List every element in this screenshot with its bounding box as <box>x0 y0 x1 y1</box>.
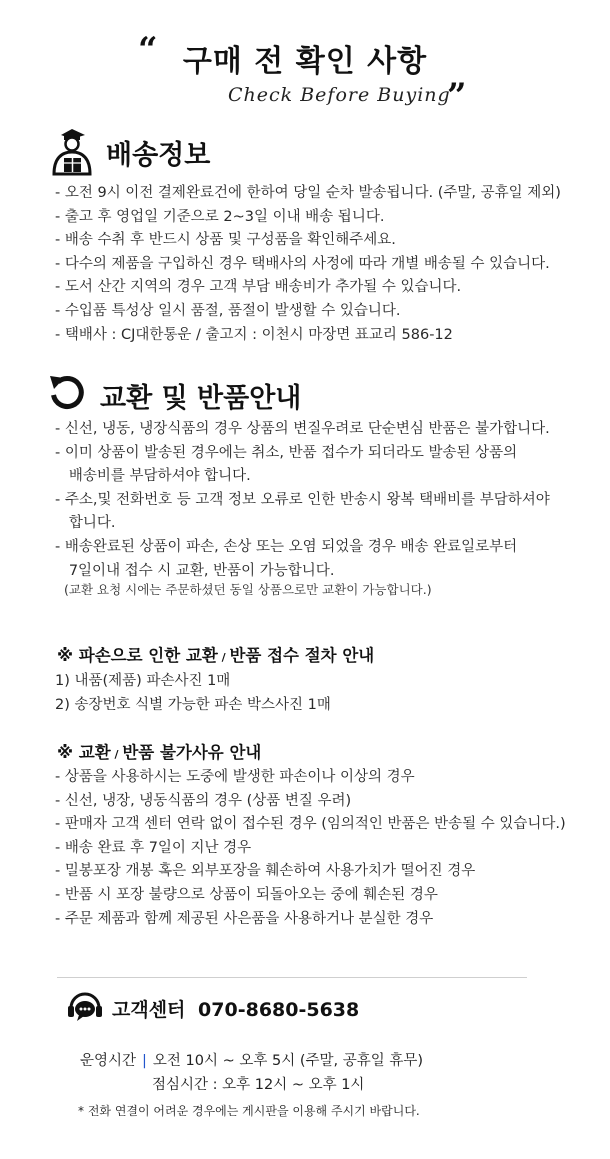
headset-chat-icon <box>66 988 104 1026</box>
exchange-note: (교환 요청 시에는 주문하셨던 동일 상품으로만 교환이 가능합니다.) <box>64 582 432 597</box>
hours-label: 운영시간 <box>80 1053 137 1069</box>
exchange-info-item: 7일이내 접수 시 교환, 반품이 가능합니다. <box>55 562 335 579</box>
page-subtitle: Check Before Buying <box>228 84 451 106</box>
divider <box>57 977 527 978</box>
nonreturn-reason-item: - 반품 시 포장 불량으로 상품이 되돌아오는 중에 훼손된 경우 <box>55 886 438 903</box>
shipping-info-list <box>55 182 561 347</box>
exchange-info-item: - 이미 상품이 발송된 경우에는 취소, 반품 접수가 되더라도 발송된 상품의 <box>55 444 518 461</box>
delivery-person-icon <box>47 125 97 177</box>
nonreturn-reason-item: - 신선, 냉장, 냉동식품의 경우 (상품 변질 우려) <box>55 792 352 809</box>
exchange-title: 교환 및 반품안내 <box>100 383 302 414</box>
damage-procedure-item: 1) 내품(제품) 파손사진 1매 <box>55 673 231 689</box>
operating-hours <box>80 1049 423 1070</box>
shipping-info-item: - 택배사 : CJ대한통운 / 출고지 : 이천시 마장면 표교리 586-12 <box>55 326 453 343</box>
shipping-info-item: - 배송 수취 후 반드시 상품 및 구성품을 확인해주세요. <box>55 232 396 249</box>
nonreturn-reason-item: - 배송 완료 후 7일이 지난 경우 <box>55 839 252 856</box>
exchange-info-item: 합니다. <box>55 515 116 532</box>
exchange-info-item: 배송비를 부담하셔야 합니다. <box>55 468 251 485</box>
shipping-info-item: - 도서 산간 지역의 경우 고객 부담 배송비가 추가될 수 있습니다. <box>55 279 462 296</box>
damage-procedure-item: 2) 송장번호 식별 가능한 파손 박스사진 1매 <box>55 696 331 713</box>
shipping-info-item: - 수입품 특성상 일시 품절, 품절이 발생할 수 있습니다. <box>55 302 401 319</box>
nonreturn-title: ※ 교환 / 반품 불가사유 안내 <box>57 743 262 762</box>
shipping-info-item: - 오전 9시 이전 결제완료건에 한하여 당일 순차 발송됩니다. (주말, 공휴일 제외) <box>55 185 561 201</box>
exchange-info-item: - 신선, 냉동, 냉장식품의 경우 상품의 변질우려로 단순변심 반품은 불가합니다. <box>55 421 550 437</box>
customer-center-heading <box>112 995 359 1022</box>
customer-center-phone[interactable]: 070-8680-5638 <box>198 999 360 1021</box>
shipping-title: 배송정보 <box>106 140 211 171</box>
customer-center-label: 고객센터 <box>112 999 186 1021</box>
exchange-info-item: - 배송완료된 상품이 파손, 손상 또는 오염 되었을 경우 배송 완료일로부터 <box>55 538 518 555</box>
close-quote: ” <box>447 76 467 116</box>
open-quote: “ <box>138 30 158 70</box>
hours-value: 오전 10시 ~ 오후 5시 (주말, 공휴일 휴무) <box>152 1053 424 1069</box>
nonreturn-reason-item: - 주문 제품과 함께 제공된 사은품을 사용하거나 분실한 경우 <box>55 910 434 927</box>
nonreturn-reason-item: - 밀봉포장 개봉 혹은 외부포장을 훼손하여 사용가치가 떨어진 경우 <box>55 863 476 880</box>
return-arrow-icon <box>47 373 87 413</box>
damage-procedure-list <box>55 670 331 717</box>
nonreturn-reason-item: - 판매자 고객 센터 연락 없이 접수된 경우 (임의적인 반품은 반송될 수 있습니다.) <box>55 816 566 833</box>
nonreturn-reasons-list <box>55 766 566 931</box>
page-title: 구매 전 확인 사항 <box>182 44 428 79</box>
lunch-hours: 점심시간 : 오후 12시 ~ 오후 1시 <box>152 1077 365 1093</box>
shipping-info-item: - 다수의 제품을 구입하신 경우 택배사의 사정에 따라 개별 배송될 수 있습니다. <box>55 255 550 272</box>
exchange-info-list <box>55 418 550 583</box>
nonreturn-reason-item: - 상품을 사용하시는 도중에 발생한 파손이나 이상의 경우 <box>55 769 415 785</box>
exchange-info-item: - 주소,및 전화번호 등 고객 정보 오류로 인한 반송시 왕복 택배비를 부담하셔야 <box>55 491 550 508</box>
damage-procedure-title: ※ 파손으로 인한 교환 / 반품 접수 절차 안내 <box>57 646 375 665</box>
contact-footnote: * 전화 연결이 어려운 경우에는 게시판을 이용해 주시기 바랍니다. <box>78 1104 420 1118</box>
shipping-info-item: - 출고 후 영업일 기준으로 2~3일 이내 배송 됩니다. <box>55 208 385 225</box>
hours-separator: | <box>142 1053 147 1069</box>
